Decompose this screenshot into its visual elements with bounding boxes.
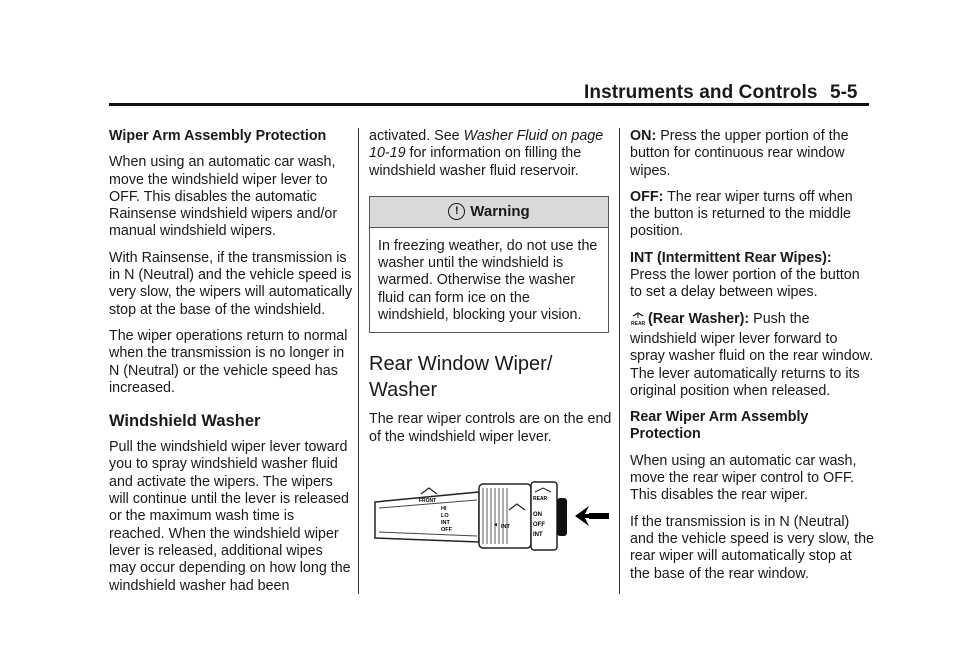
column-3 bbox=[630, 128, 874, 592]
heading-rear-window-wiper: Rear Window Wiper/ Washer bbox=[369, 353, 553, 402]
paragraph: Pull the windshield wiper lever toward you to spray windshield washer fluid and activate the wipers. The wipers will continue until the lever is released or the maximum wash time is reached. When the windshield wiper lever is released, additional wipes may occur depending on how long the windshield washer had been bbox=[109, 439, 351, 594]
label-rear-washer: (Rear Washer): bbox=[648, 310, 750, 327]
wiper-lever-illustration bbox=[369, 480, 609, 552]
heading-windshield-washer: Windshield Washer bbox=[109, 412, 261, 431]
paragraph: The wiper operations return to normal when the transmission is no longer in N (Neutral) or the vehicle speed has increased. bbox=[109, 327, 348, 396]
illus-label-int-rear: INT bbox=[501, 523, 510, 530]
header-rule bbox=[109, 103, 869, 106]
warning-box bbox=[369, 196, 609, 333]
paragraph-rear-washer: REAR (Rear Washer): Push the windshield wiper lever forward to spray washer fluid on the rear window. The lever automatically returns to its original position when released. bbox=[630, 310, 874, 399]
warning-title: Warning bbox=[470, 203, 530, 221]
illus-label-rear: REAR bbox=[533, 495, 548, 502]
paragraph: The rear wiper controls are on the end of the windshield wiper lever. bbox=[369, 411, 612, 445]
cross-reference-link[interactable]: Washer Fluid on page 10-19 bbox=[369, 128, 604, 162]
illus-label-hi: HI bbox=[441, 505, 447, 512]
illus-label-front: FRONT bbox=[419, 497, 437, 504]
warning-icon: ! bbox=[448, 203, 465, 220]
label-int: INT (Intermittent Rear Wipes): bbox=[630, 249, 832, 266]
illus-label-lo: LO bbox=[441, 512, 449, 519]
paragraph: If the transmission is in N (Neutral) and the vehicle speed is very slow, the rear wiper will automatically stop at the base of the rear window. bbox=[630, 513, 874, 582]
paragraph: activated. See Washer Fluid on page 10-19 for information on filling the windshield washer fluid reservoir. bbox=[369, 128, 604, 179]
svg-text:◄: ◄ bbox=[493, 521, 498, 528]
paragraph: When using an automatic car wash, move the rear wiper control to OFF. This disables the rear wiper. bbox=[630, 452, 857, 504]
page-number: 5-5 bbox=[830, 82, 858, 103]
paragraph-on: ON: Press the upper portion of the button for continuous rear window wipes. bbox=[630, 128, 849, 179]
subheading-wiper-arm-protection: Wiper Arm Assembly Protection bbox=[109, 128, 327, 144]
paragraph-int: INT (Intermittent Rear Wipes): Press the lower portion of the button to set a delay between wipes. bbox=[630, 249, 860, 301]
paragraph-off: OFF: The rear wiper turns off when the button is returned to the middle position. bbox=[630, 188, 853, 240]
column-divider bbox=[358, 128, 359, 594]
illus-label-off: OFF bbox=[441, 526, 452, 533]
header-title: Instruments and Controls bbox=[584, 82, 818, 103]
column-1 bbox=[109, 128, 353, 604]
illus-label-on: ON bbox=[533, 511, 542, 518]
column-divider bbox=[619, 128, 620, 594]
illus-label-off-rear: OFF bbox=[533, 521, 545, 528]
warning-header bbox=[370, 197, 608, 228]
label-off: OFF: bbox=[630, 188, 664, 205]
paragraph: When using an automatic car wash, move the windshield wiper lever to OFF. This disables the automatic Rainsense windshield wipers and/or manual windshield wipers. bbox=[109, 154, 338, 240]
warning-text: In freezing weather, do not use the washer until the windshield is warmed. Otherwise the washer fluid can form ice on the windshield, blocking your vision. bbox=[378, 237, 598, 324]
paragraph: With Rainsense, if the transmission is in N (Neutral) and the vehicle speed is very slow, the wipers will automatically stop at the base of the windshield. bbox=[109, 249, 353, 318]
illus-label-int: INT bbox=[441, 519, 450, 526]
illus-label-int-button: INT bbox=[533, 531, 543, 538]
label-on: ON: bbox=[630, 128, 657, 144]
column-2 bbox=[369, 128, 612, 552]
svg-text:REAR: REAR bbox=[631, 320, 646, 326]
rear-washer-icon bbox=[630, 311, 646, 331]
subheading-rear-wiper-protection: Rear Wiper Arm Assembly Protection bbox=[630, 409, 809, 443]
